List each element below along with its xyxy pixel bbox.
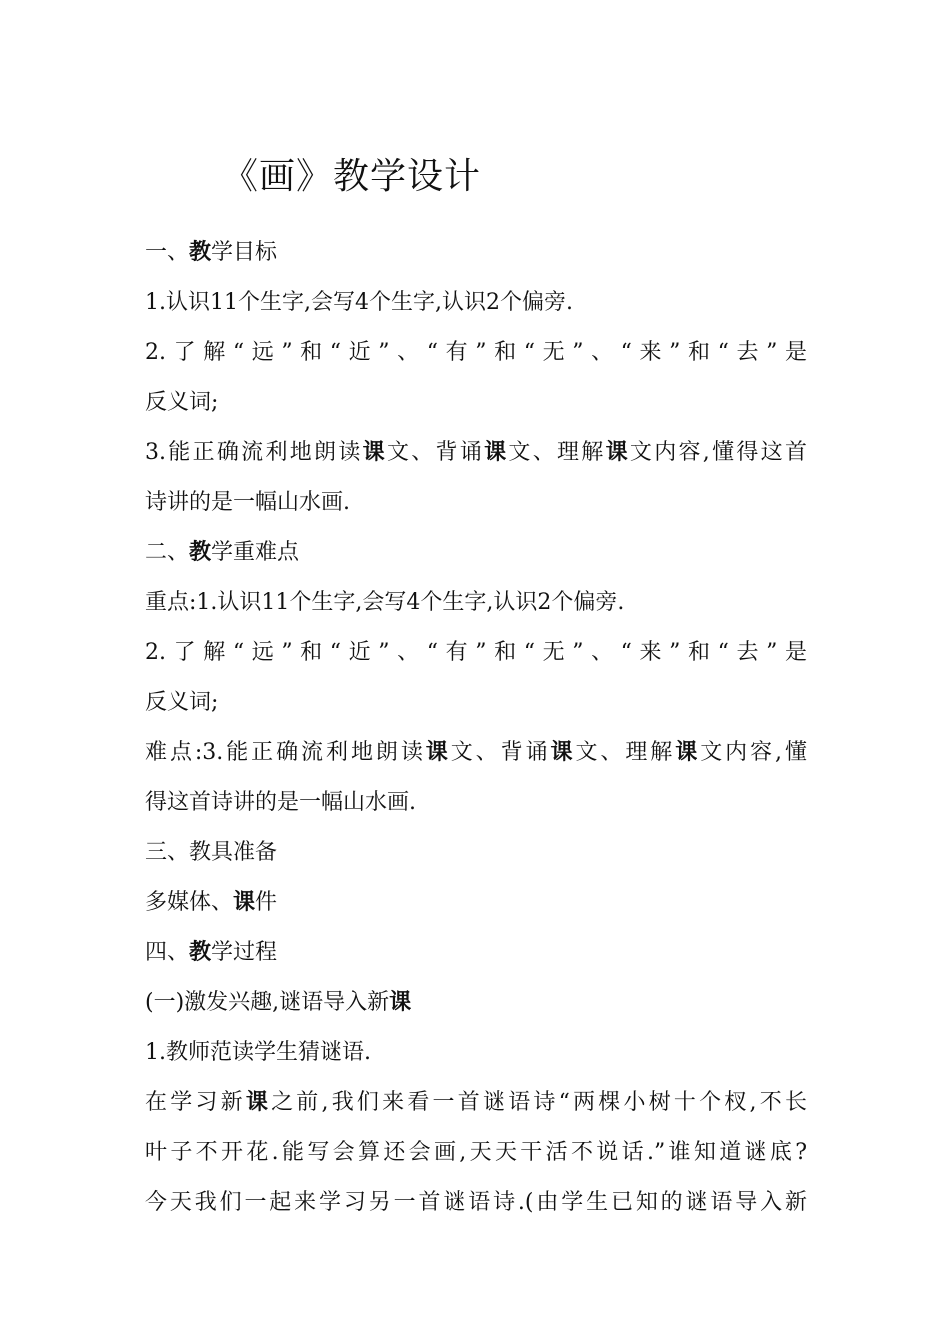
paragraph-line-3: 今天我们一起来学习另一首谜语诗.(由学生已知的谜语导入新: [145, 1190, 807, 1215]
document-body: [145, 228, 807, 1228]
text-fragment: 件: [255, 890, 278, 915]
section-heading-goals: [145, 228, 807, 278]
goal-3-line-1: [145, 428, 807, 478]
bold-char: 教: [189, 240, 212, 265]
text-fragment: 文、理解: [508, 440, 606, 465]
goal-1: 1.认识11个生字,会写4个生字,认识2个偏旁.: [145, 290, 573, 315]
bold-char: 教: [189, 540, 212, 565]
difficult-point-line-1: [145, 728, 807, 778]
text-fragment: 难点:3.能正确流利地朗读: [145, 740, 426, 765]
text-fragment: 多媒体、: [145, 890, 234, 915]
section-prefix: 二、: [145, 540, 190, 565]
document-title: 《画》教学设计: [222, 156, 482, 197]
text-fragment: 文内容,懂得这首: [629, 440, 807, 465]
bold-char: 课: [605, 440, 630, 465]
bold-char: 课: [484, 440, 509, 465]
key-point-2-line-2: 反义词;: [145, 690, 219, 715]
text-fragment: 在学习新: [145, 1090, 246, 1115]
text-fragment: 之前,我们来看一首谜语诗“两棵小树十个杈,不长: [271, 1090, 807, 1115]
step-1-heading: [145, 978, 807, 1028]
section-heading-key-points: [145, 528, 807, 578]
bold-char: 课: [233, 890, 256, 915]
difficult-point-line-2: 得这首诗讲的是一幅山水画.: [145, 790, 416, 815]
key-point-1: 重点:1.认识11个生字,会写4个生字,认识2个偏旁.: [145, 590, 625, 615]
text-fragment: 文、背诵: [450, 740, 551, 765]
bold-char: 课: [550, 740, 576, 765]
text-fragment: 文内容,懂: [700, 740, 807, 765]
bold-char: 课: [425, 740, 451, 765]
paragraph-line-1: [145, 1078, 807, 1128]
bold-char: 课: [675, 740, 701, 765]
text-fragment: 文、理解: [575, 740, 676, 765]
section-prefix: 四、: [145, 940, 190, 965]
goal-2-line-2: 反义词;: [145, 390, 219, 415]
section-rest: 学重难点: [211, 540, 300, 565]
section-rest: 学目标: [211, 240, 278, 265]
section-heading-process: [145, 928, 807, 978]
text-fragment: 文、背诵: [386, 440, 485, 465]
bold-char: 课: [389, 990, 412, 1015]
section-rest: 学过程: [211, 940, 278, 965]
bold-char: 教: [189, 940, 212, 965]
materials-list: [145, 878, 807, 928]
step-1-item: 1.教师范读学生猜谜语.: [145, 1040, 371, 1065]
paragraph-line-2: 叶子不开花.能写会算还会画,天天干活不说话.”谁知道谜底?: [145, 1140, 807, 1165]
section-prefix: 一、: [145, 240, 190, 265]
goal-3-line-2: 诗讲的是一幅山水画.: [145, 490, 350, 515]
text-fragment: 3.能正确流利地朗读: [145, 440, 363, 465]
key-point-2-line-1: 2.了解“远”和“近”、“有”和“无”、“来”和“去”是: [145, 640, 807, 665]
goal-2-line-1: 2.了解“远”和“近”、“有”和“无”、“来”和“去”是: [145, 340, 807, 365]
bold-char: 课: [362, 440, 387, 465]
section-heading-materials: 三、教具准备: [145, 840, 278, 865]
text-fragment: (一)激发兴趣,谜语导入新: [145, 990, 390, 1015]
bold-char: 课: [245, 1090, 272, 1115]
